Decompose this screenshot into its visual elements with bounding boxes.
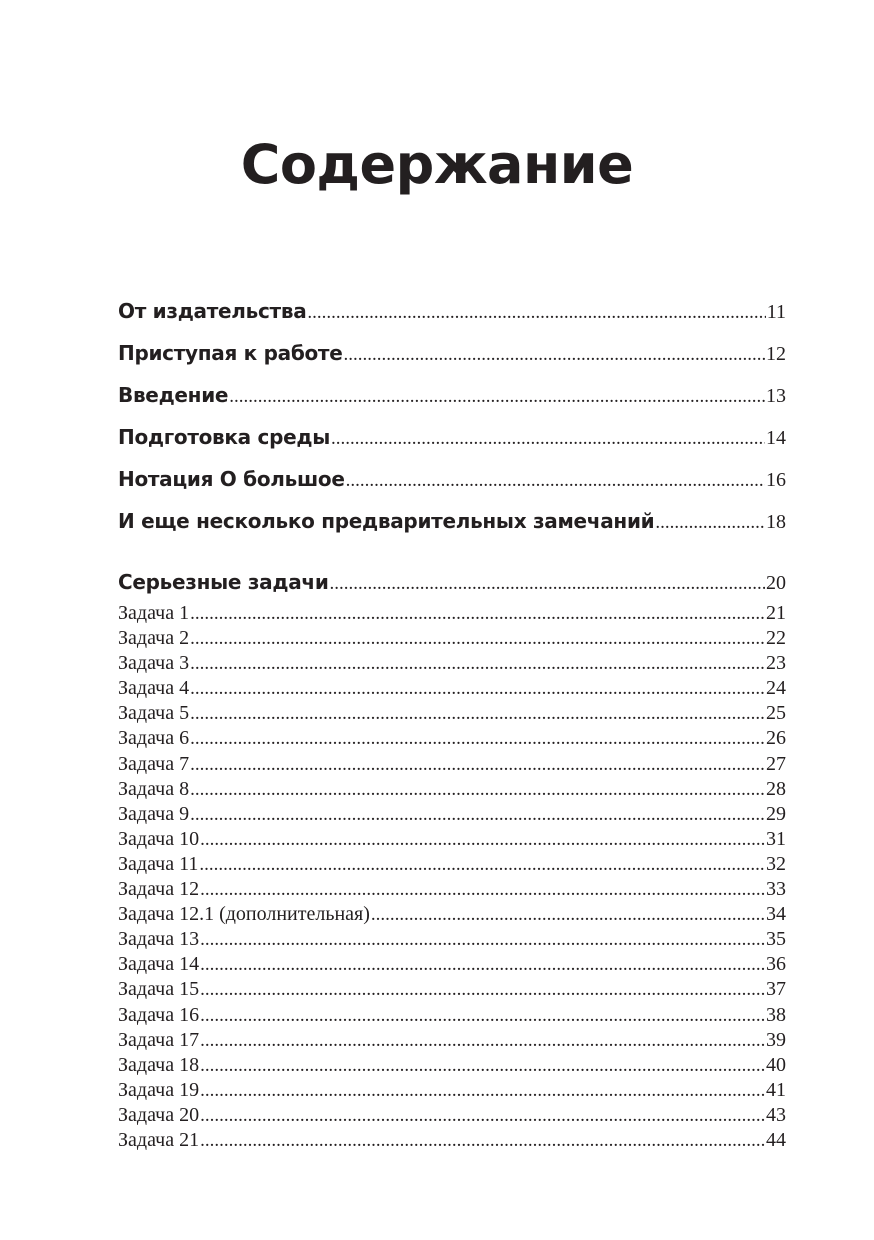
toc-entry-page: 44: [766, 1128, 786, 1151]
dot-leader: [190, 653, 765, 675]
toc-entry[interactable]: [118, 1004, 786, 1029]
dot-leader: [190, 603, 765, 625]
dot-leader: [371, 904, 765, 926]
toc-entry-page: 38: [766, 1003, 786, 1026]
toc-entry-label: Введение: [118, 383, 229, 407]
toc-entry-label: Подготовка среды: [118, 425, 331, 449]
dot-leader: [200, 1080, 765, 1102]
toc-entry[interactable]: [118, 828, 786, 853]
toc-entry-label: Задача 19: [118, 1078, 200, 1101]
toc-entry-page: 36: [766, 953, 786, 976]
toc-entry-page: 37: [766, 978, 786, 1001]
toc-entry[interactable]: [118, 928, 786, 953]
toc-entry-label: Задача 12.1 (дополнительная): [118, 903, 370, 926]
toc-entry-label: И еще несколько предварительных замечаний: [118, 509, 655, 533]
toc-entry[interactable]: [118, 1054, 786, 1079]
dot-leader: [200, 1030, 765, 1052]
dot-leader: [190, 678, 765, 700]
dot-leader: [200, 829, 765, 851]
toc-entry[interactable]: [118, 1129, 786, 1154]
dot-leader: [330, 573, 765, 595]
toc-entry-label: Приступая к работе: [118, 341, 343, 365]
dot-leader: [200, 1055, 765, 1077]
dot-leader: [343, 344, 765, 366]
toc-entry-page: 31: [766, 827, 786, 850]
toc-entry-page: 11: [766, 301, 786, 323]
toc-entry[interactable]: [118, 903, 786, 928]
toc-entry[interactable]: [118, 953, 786, 978]
dot-leader: [200, 979, 765, 1001]
dot-leader: [346, 470, 765, 492]
dot-leader: [655, 512, 765, 534]
toc-entry[interactable]: [118, 467, 786, 509]
toc-entry-label: Задача 3: [118, 652, 190, 675]
toc-entry-label: Задача 20: [118, 1103, 200, 1126]
toc-entry-label: Задача 7: [118, 752, 190, 775]
toc-entry-label: Задача 13: [118, 928, 200, 951]
dot-leader: [190, 628, 765, 650]
toc-entry-page: 12: [766, 343, 786, 365]
dot-leader: [200, 1130, 765, 1152]
toc-entry-label: Задача 15: [118, 978, 200, 1001]
toc-entry[interactable]: [118, 878, 786, 903]
toc-entry[interactable]: [118, 1029, 786, 1054]
toc-entry[interactable]: [118, 1079, 786, 1104]
toc-entry[interactable]: [118, 702, 786, 727]
toc-entry-label: Задача 18: [118, 1053, 200, 1076]
toc-entry-page: 13: [766, 385, 786, 407]
toc-entry-label: Задача 14: [118, 953, 200, 976]
toc-entry[interactable]: [118, 425, 786, 467]
toc-entry[interactable]: [118, 753, 786, 778]
dot-leader: [190, 728, 765, 750]
toc-entry-page: 21: [766, 602, 786, 624]
task-list: [118, 602, 786, 1154]
toc-entry[interactable]: [118, 602, 786, 627]
toc-entry[interactable]: [118, 853, 786, 878]
dot-leader: [190, 703, 765, 725]
toc-entry[interactable]: [118, 509, 786, 551]
toc-entry-page: 14: [766, 427, 786, 449]
toc-entry-page: 39: [766, 1028, 786, 1051]
toc-entry-label: Задача 2: [118, 627, 190, 650]
toc-entry[interactable]: [118, 978, 786, 1003]
dot-leader: [229, 386, 765, 408]
toc-entry-page: 29: [766, 802, 786, 825]
toc-entry-label: Нотация О большое: [118, 467, 345, 491]
toc-entry-page: 32: [766, 852, 786, 875]
toc-entry-page: 28: [766, 777, 786, 800]
toc-entry-page: 22: [766, 627, 786, 650]
toc-entry[interactable]: [118, 803, 786, 828]
toc-entry-page: 33: [766, 878, 786, 901]
toc-entry[interactable]: [118, 778, 786, 803]
toc-entry[interactable]: [118, 341, 786, 383]
toc-entry-page: 16: [766, 469, 786, 491]
toc-entry-page: 43: [766, 1103, 786, 1126]
toc-entry-page: 23: [766, 652, 786, 675]
toc-entry-page: 27: [766, 752, 786, 775]
toc-entry-page: 18: [766, 511, 786, 533]
toc-entry-label: Задача 21: [118, 1128, 200, 1151]
toc-entry-page: 41: [766, 1078, 786, 1101]
dot-leader: [190, 754, 765, 776]
toc-entry[interactable]: [118, 627, 786, 652]
toc-entry-label: Задача 12: [118, 878, 200, 901]
toc-entry-label: Задача 4: [118, 677, 190, 700]
dot-leader: [307, 302, 765, 324]
toc-entry-page: 35: [766, 928, 786, 951]
toc-entry-page: 20: [766, 572, 786, 594]
toc-entry-page: 40: [766, 1053, 786, 1076]
dot-leader: [200, 1105, 765, 1127]
toc-entry-label: Задача 1: [118, 602, 190, 624]
toc-entry-label: Задача 5: [118, 702, 190, 725]
toc-entry-label: Задача 17: [118, 1028, 200, 1051]
toc-entry-label: От издательства: [118, 299, 307, 323]
toc-entry-page: 25: [766, 702, 786, 725]
toc-entry-label: Серьезные задачи: [118, 570, 329, 594]
toc-entry-label: Задача 10: [118, 827, 200, 850]
toc-entry-label: Задача 11: [118, 852, 199, 875]
toc-entry-label: Задача 6: [118, 727, 190, 750]
dot-leader: [200, 954, 765, 976]
dot-leader: [331, 428, 765, 450]
dot-leader: [199, 854, 765, 876]
dot-leader: [190, 804, 765, 826]
toc-entry[interactable]: [118, 383, 786, 425]
dot-leader: [190, 779, 765, 801]
toc-entry[interactable]: [118, 677, 786, 702]
toc-entry-section[interactable]: [118, 570, 786, 602]
toc-entry[interactable]: [118, 1104, 786, 1129]
toc-entry-label: Задача 16: [118, 1003, 200, 1026]
toc-entry-page: 34: [766, 903, 786, 926]
page-title: Содержание: [240, 133, 634, 197]
dot-leader: [200, 1005, 765, 1027]
toc-front-matter: [118, 299, 786, 551]
toc-entry[interactable]: [118, 299, 786, 341]
toc-entry-label: Задача 9: [118, 802, 190, 825]
toc-entry[interactable]: [118, 727, 786, 752]
dot-leader: [200, 879, 765, 901]
dot-leader: [200, 929, 765, 951]
toc-entry[interactable]: [118, 652, 786, 677]
toc-entry-label: Задача 8: [118, 777, 190, 800]
toc-entry-page: 26: [766, 727, 786, 750]
toc-entry-page: 24: [766, 677, 786, 700]
toc-serious-tasks: [118, 570, 786, 1154]
